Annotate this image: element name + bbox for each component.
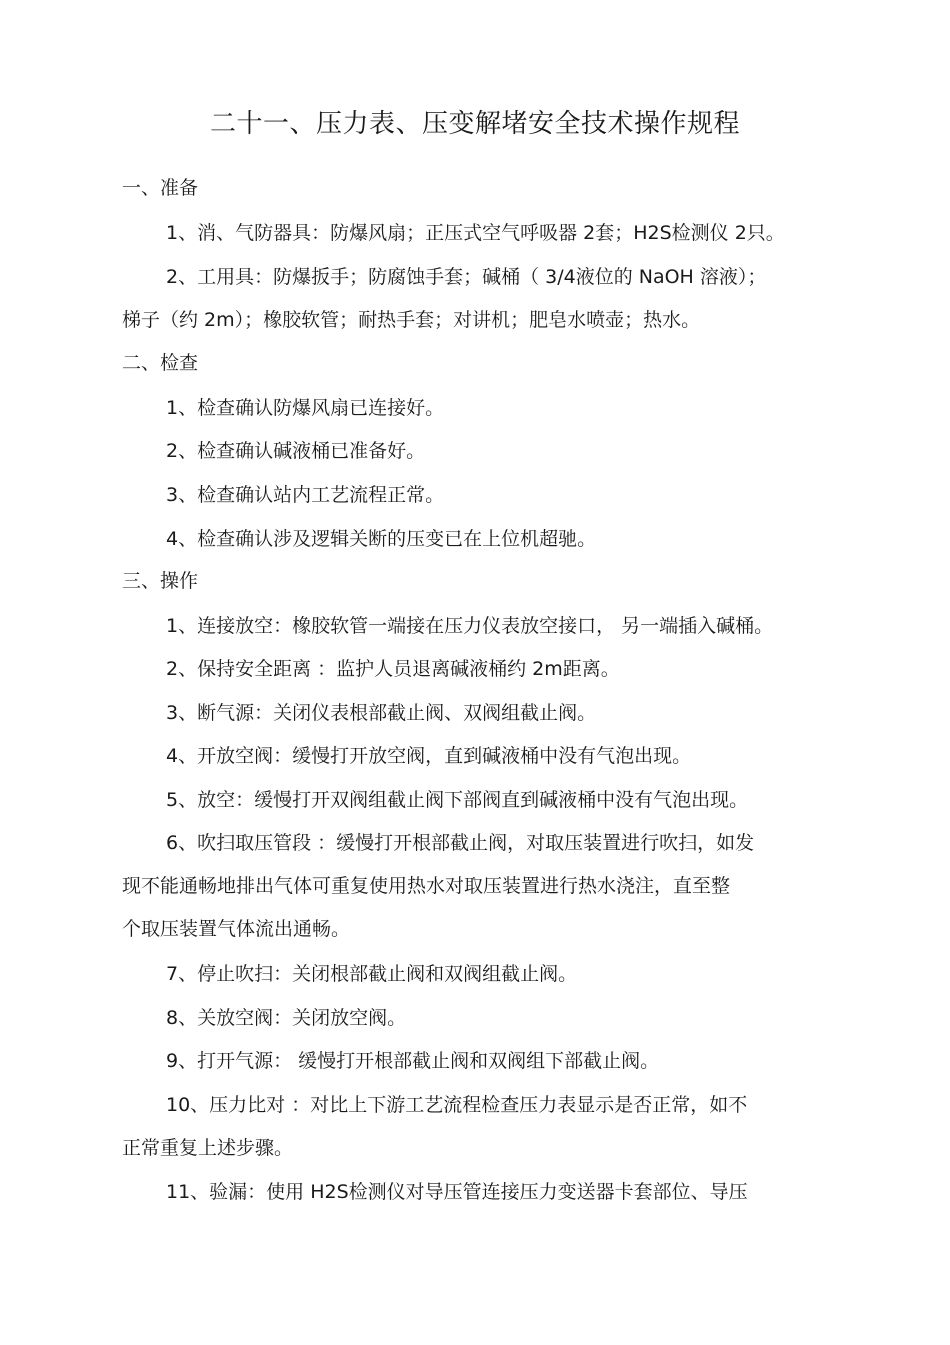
paragraph-operate-6: 6、吹扫取压管段 ：缓慢打开根部截止阀，对取压装置进行吹扫，如发 <box>166 832 755 854</box>
paragraph-operate-9: 9、打开气源： 缓慢打开根部截止阀和双阀组下部截止阀。 <box>166 1050 660 1072</box>
page-title: 二十一、压力表、压变解堵安全技术操作规程 <box>209 109 740 139</box>
section-heading-operate: 三、操作 <box>122 570 199 592</box>
paragraph-operate-10: 10、压力比对 ：对比上下游工艺流程检查压力表显示是否正常，如不 <box>166 1094 748 1116</box>
paragraph-operate-4: 4、开放空阀：缓慢打开放空阀，直到碱液桶中没有气泡出现。 <box>166 745 692 767</box>
paragraph-operate-1: 1、连接放空：橡胶软管一端接在压力仪表放空接口， 另一端插入碱桶。 <box>166 615 774 637</box>
paragraph-operate-11: 11、验漏：使用 H2S检测仪对导压管连接压力变送器卡套部位、导压 <box>166 1181 748 1203</box>
paragraph-prepare-1: 1、消、气防器具：防爆风扇；正压式空气呼吸器 2套；H2S检测仪 2只。 <box>166 222 785 244</box>
section-heading-check: 二、检查 <box>122 352 199 374</box>
paragraph-operate-8: 8、关放空阀：关闭放空阀。 <box>166 1007 407 1029</box>
paragraph-prepare-2: 2、工用具：防爆扳手；防腐蚀手套；碱桶（ 3/4液位的 NaOH 溶液）； <box>166 266 767 288</box>
paragraph-check-3: 3、检查确认站内工艺流程正常。 <box>166 484 445 506</box>
paragraph-operate-7: 7、停止吹扫：关闭根部截止阀和双阀组截止阀。 <box>166 963 578 985</box>
paragraph-operate-6-cont-2: 个取压装置气体流出通畅。 <box>122 918 351 940</box>
section-heading-prepare: 一、准备 <box>122 177 199 199</box>
paragraph-operate-3: 3、断气源：关闭仪表根部截止阀、双阀组截止阀。 <box>166 702 597 724</box>
paragraph-operate-6-cont-1: 现不能通畅地排出气体可重复使用热水对取压装置进行热水浇注，直至整 <box>122 875 731 897</box>
paragraph-check-4: 4、检查确认涉及逻辑关断的压变已在上位机超驰。 <box>166 528 597 550</box>
paragraph-operate-10-cont: 正常重复上述步骤。 <box>122 1137 294 1159</box>
paragraph-check-1: 1、检查确认防爆风扇已连接好。 <box>166 397 445 419</box>
paragraph-check-2: 2、检查确认碱液桶已准备好。 <box>166 440 426 462</box>
paragraph-prepare-2-cont: 梯子（约 2m）；橡胶软管；耐热手套；对讲机；肥皂水喷壶；热水。 <box>122 309 701 331</box>
paragraph-operate-5: 5、放空：缓慢打开双阀组截止阀下部阀直到碱液桶中没有气泡出现。 <box>166 789 749 811</box>
paragraph-operate-2: 2、保持安全距离 ：监护人员退离碱液桶约 2m距离。 <box>166 658 620 680</box>
